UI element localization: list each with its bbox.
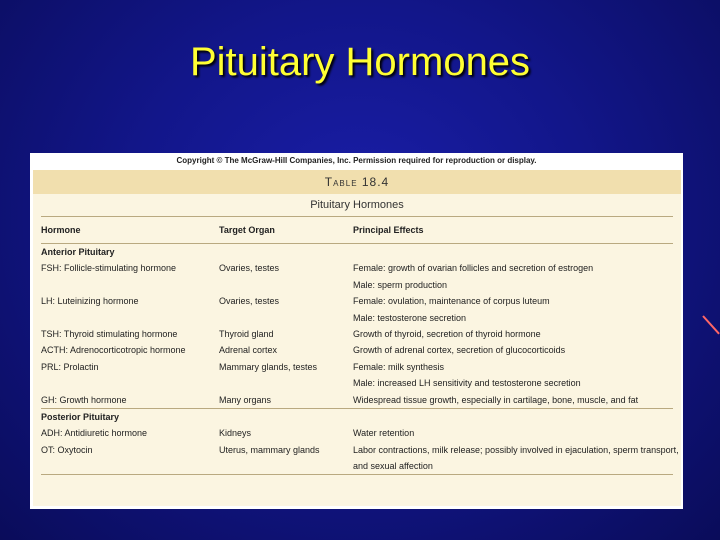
table-row xyxy=(41,293,673,309)
table-row xyxy=(41,326,673,342)
effects-cell: Growth of adrenal cortex, secretion of glucocorticoids xyxy=(353,345,566,356)
slide-title: Pituitary Hormones xyxy=(189,40,531,84)
hormone-cell: FSH: Follicle-stimulating hormone xyxy=(41,263,177,274)
table-row xyxy=(41,458,673,475)
effects-cell: Female: growth of ovarian follicles and secretion of estrogen xyxy=(353,263,594,274)
table-row xyxy=(41,277,673,293)
hormone-table xyxy=(41,217,679,475)
effects-cell: Labor contractions, milk release; possibly involved in ejaculation, sperm transport, xyxy=(353,444,679,455)
column-header-hormone: Hormone xyxy=(41,225,81,235)
section-heading-label: Posterior Pituitary xyxy=(41,411,120,422)
effects-cell: Widespread tissue growth, especially in cartilage, bone, muscle, and fat xyxy=(353,394,639,405)
effects-cell: Female: ovulation, maintenance of corpus luteum xyxy=(353,296,550,307)
table-panel xyxy=(33,170,681,506)
effects-cell: Water retention xyxy=(353,428,415,439)
effects-cell: Male: testosterone secretion xyxy=(353,312,467,323)
hormone-cell: PRL: Prolactin xyxy=(41,361,99,372)
table-figure xyxy=(30,153,683,509)
table-row xyxy=(41,425,673,441)
target-organ-cell: Uterus, mammary glands xyxy=(219,444,320,455)
copyright-notice: Copyright © The McGraw-Hill Companies, Inc. Permission required for reproduction or display. xyxy=(176,156,537,165)
section-heading-label: Anterior Pituitary xyxy=(41,247,115,257)
section-heading xyxy=(41,244,673,260)
hormone-cell: TSH: Thyroid stimulating hormone xyxy=(41,328,178,339)
table-title: Pituitary Hormones xyxy=(41,194,673,217)
table-row xyxy=(41,342,673,358)
effects-cell: Growth of thyroid, secretion of thyroid hormone xyxy=(353,328,541,339)
hormone-cell: ACTH: Adrenocorticotropic hormone xyxy=(41,345,186,356)
target-organ-cell: Many organs xyxy=(219,394,272,405)
target-organ-cell: Ovaries, testes xyxy=(219,263,280,274)
table-row xyxy=(41,442,679,458)
table-row xyxy=(41,375,673,391)
effects-cell: Female: milk synthesis xyxy=(353,361,445,372)
column-header-target-organ: Target Organ xyxy=(219,225,275,235)
hormone-cell: ADH: Antidiuretic hormone xyxy=(41,428,148,439)
target-organ-cell: Thyroid gland xyxy=(219,328,274,339)
table-row xyxy=(41,392,673,408)
column-header-principal-effects: Principal Effects xyxy=(353,225,424,235)
effects-cell: Male: sperm production xyxy=(353,279,448,290)
table-row xyxy=(41,310,673,326)
effects-cell: and sexual affection xyxy=(353,461,433,472)
target-organ-cell: Ovaries, testes xyxy=(219,296,280,307)
target-organ-cell: Kidneys xyxy=(219,428,252,439)
decorative-line xyxy=(702,315,720,334)
table-row xyxy=(41,359,673,375)
hormone-cell: GH: Growth hormone xyxy=(41,394,127,405)
effects-cell: Male: increased LH sensitivity and testosterone secretion xyxy=(353,378,581,389)
target-organ-cell: Adrenal cortex xyxy=(219,345,278,356)
hormone-cell: OT: Oxytocin xyxy=(41,444,93,455)
hormone-cell: LH: Luteinizing hormone xyxy=(41,296,139,307)
section-heading xyxy=(41,408,673,425)
table-label: Table 18.4 xyxy=(33,170,681,194)
target-organ-cell: Mammary glands, testes xyxy=(219,361,318,372)
table-row xyxy=(41,260,673,276)
column-header-row xyxy=(41,217,673,244)
